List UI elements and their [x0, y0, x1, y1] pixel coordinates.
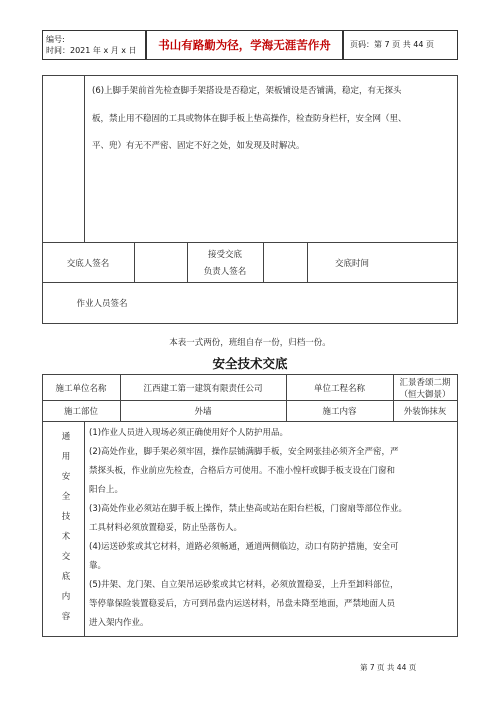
document-time: 时间：2021 年 x 月 x 日	[46, 46, 137, 55]
content-line: (2)高处作业，脚手架必须牢固，操作层铺满脚手板，安全网张挂必须齐全严密，严	[89, 447, 399, 457]
construction-unit-value: 江西建工第一建筑有限责任公司	[143, 384, 263, 394]
table-side-divider	[84, 421, 85, 636]
side-label-char: 通	[61, 432, 71, 442]
header-page-info: 页码：第 7 页 共 44 页	[343, 30, 458, 60]
table-divider-col	[84, 75, 85, 242]
content-line: (1)作业人员进入现场必须正确使用好个人防护用品。	[89, 428, 289, 438]
construction-part-label: 施工部位	[63, 407, 98, 417]
content-line: 等停靠保险装置稳妥后，方可到吊盘内运送材料，吊盘未降至地面，严禁地面人员	[89, 599, 396, 609]
side-label-char: 交	[61, 552, 71, 562]
table-border-left	[42, 75, 43, 324]
table-border-top	[42, 374, 458, 375]
signature-discloser-label: 交底人签名	[66, 259, 110, 269]
table-border-right	[457, 75, 458, 324]
side-label-char: 内	[61, 592, 71, 602]
content-line: 靠。	[89, 561, 107, 571]
table-row-divider	[42, 421, 458, 422]
side-label-char: 底	[61, 572, 71, 582]
table-border-bottom	[42, 323, 458, 324]
side-label-char: 术	[61, 532, 71, 542]
item-6-line: (6)上脚手架前首先检查脚手架搭设是否稳定，架板铺设是否铺满，稳定，有无探头	[92, 86, 402, 96]
side-label-char: 全	[61, 492, 71, 502]
item-6-line: 平、兜）有无不严密、固定不好之处，如发现及时解决。	[92, 141, 305, 151]
construction-unit-label: 施工单位名称	[55, 384, 107, 394]
project-name-label: 单位工程名称	[313, 384, 365, 394]
worker-signature-label: 作业人员签名	[76, 299, 128, 309]
construction-part-value: 外墙	[194, 407, 212, 417]
table-border-right	[457, 374, 458, 637]
table-row-divider	[42, 282, 458, 283]
table-border-top	[42, 75, 458, 76]
page-footer: 第 7 页 共 44 页	[360, 663, 417, 672]
disclosure-time-label: 交底时间	[334, 259, 369, 269]
copies-note: 本表一式两份，班组自存一份，归档一份。	[169, 338, 331, 348]
signature-receiver-label-line1: 接受交底	[207, 250, 242, 260]
table-row-divider	[42, 400, 458, 401]
side-label-char: 容	[61, 612, 71, 622]
content-line: (3)高处作业必须站在脚手板上操作，禁止垫高或站在阳台栏板，门窗扇等部位作业。	[89, 504, 408, 514]
table-border-bottom	[42, 636, 458, 637]
content-line: 进入架内作业。	[89, 618, 149, 628]
table-cell-divider	[263, 242, 264, 282]
side-label-char: 安	[61, 472, 71, 482]
document-number-label: 编号:	[46, 35, 65, 44]
content-line: 工具材料必须放置稳妥，防止坠落伤人。	[89, 523, 243, 533]
table-cell-divider	[134, 242, 135, 282]
table-row-divider	[42, 242, 458, 243]
project-name-value-line2: （恒大御景）	[399, 390, 451, 400]
project-name-value-line1: 汇景香颂二期	[399, 378, 451, 388]
header-meta	[42, 30, 146, 60]
item-6-line: 板，禁止用不稳固的工具或物体在脚手板上垫高操作，检查防身栏杆，安全网（里、	[92, 114, 407, 124]
side-label-char: 技	[61, 512, 71, 522]
side-label-char: 用	[61, 452, 71, 462]
content-line: 阳台上。	[89, 485, 124, 495]
content-line: 禁探头板，作业前应先检查，合格后方可使用。不准小惶杆或脚手板支设在门窗和	[89, 466, 396, 476]
header-motto: 书山有路勤为径，学海无涯苦作舟	[146, 30, 343, 60]
page-title: 安全技术交底	[212, 356, 288, 371]
side-label	[56, 427, 76, 627]
construction-content-value: 外装饰抹灰	[403, 407, 447, 417]
construction-content-label: 施工内容	[322, 407, 357, 417]
signature-receiver-label-line2: 负责人签名	[203, 267, 247, 277]
content-line: (4)运送砂浆或其它材料，道路必须畅通，通道两侧临边，动口有防护措施，安全可	[89, 542, 399, 552]
content-line: (5)井架、龙门架、自立架吊运砂浆或其它材料，必须放置稳妥，上升至卸料部位，	[89, 580, 399, 590]
